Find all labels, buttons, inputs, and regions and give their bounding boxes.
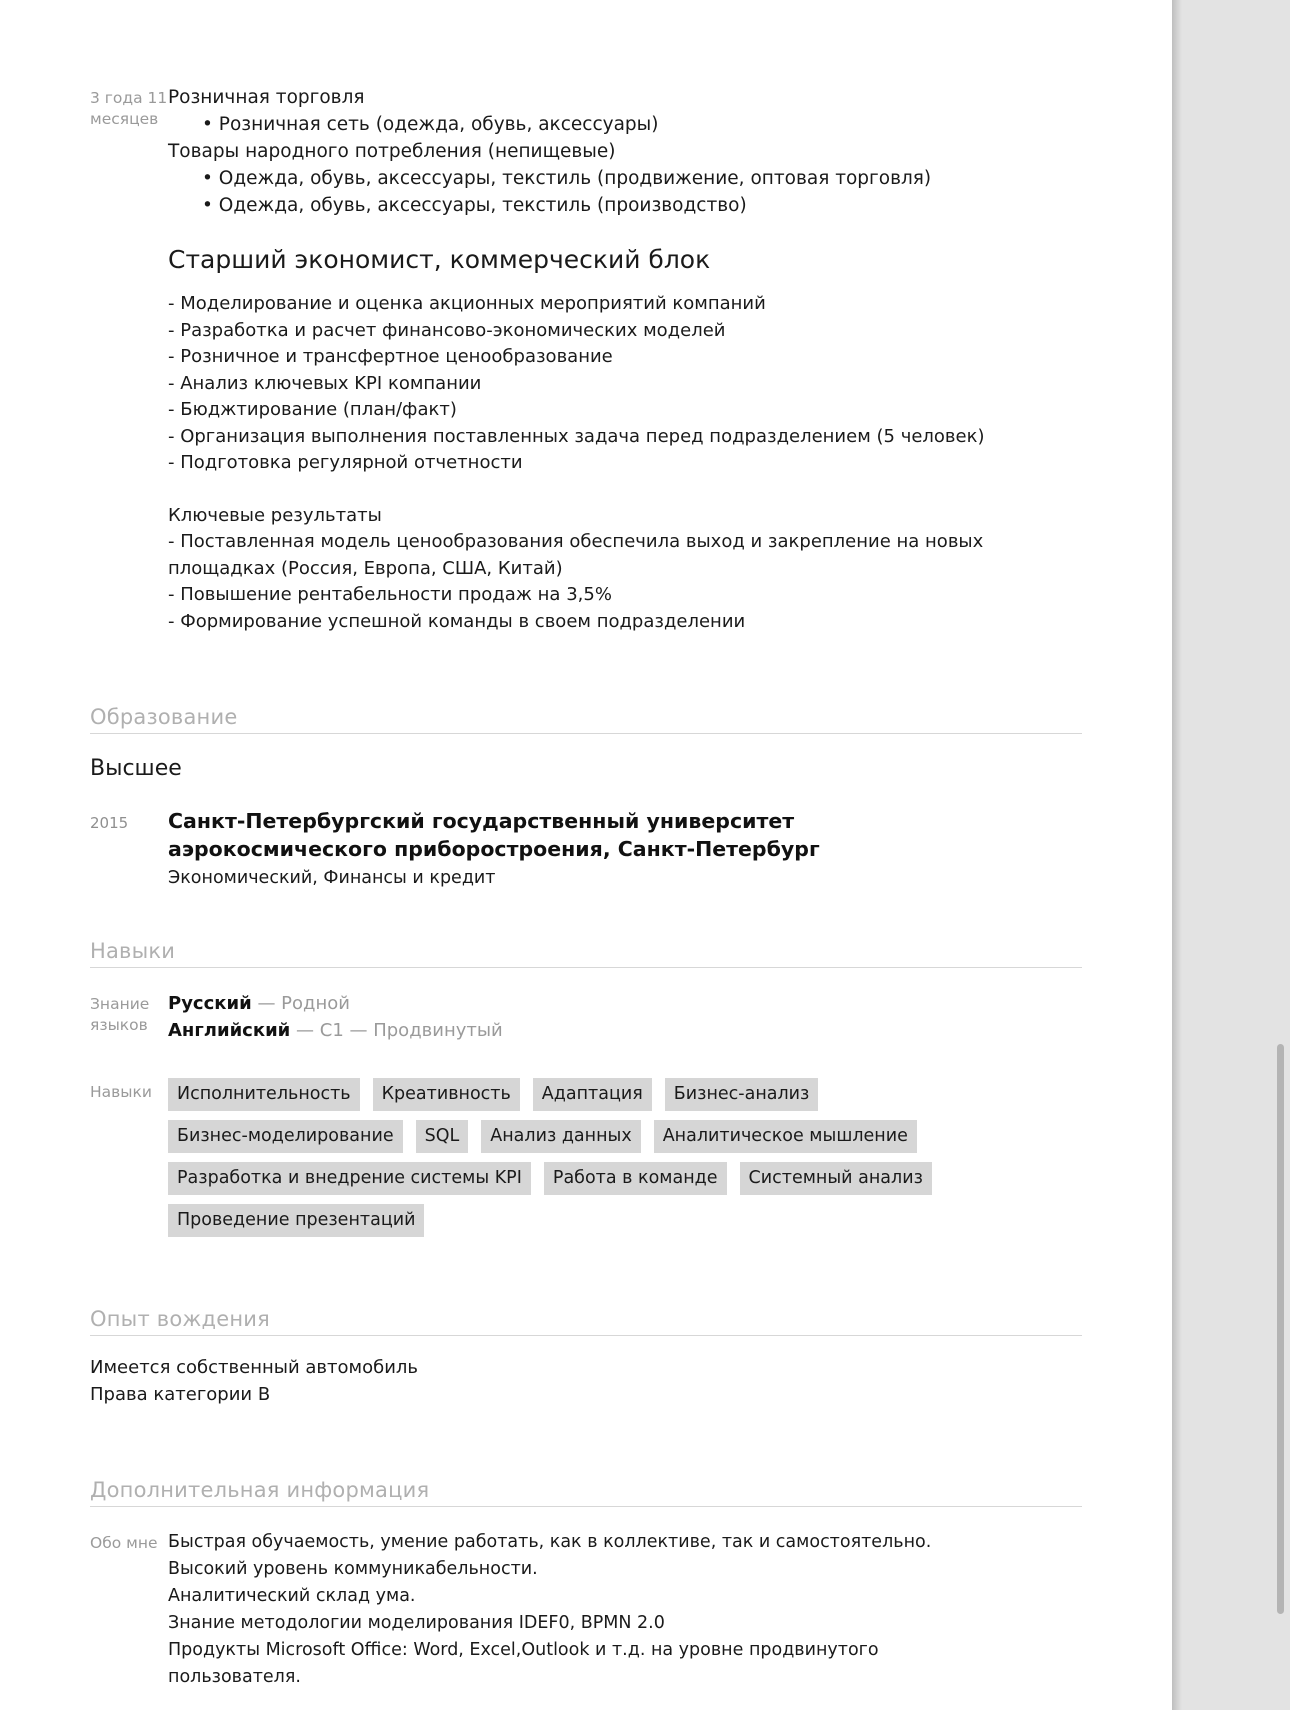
languages-body xyxy=(168,990,1172,1044)
additional-section xyxy=(0,1478,1172,1507)
language-item xyxy=(168,990,1082,1017)
scrollbar-track[interactable] xyxy=(1278,0,1287,1710)
skill-tag[interactable]: Системный анализ xyxy=(740,1162,932,1195)
key-results-heading: Ключевые результаты xyxy=(168,504,382,526)
industry-line: Товары народного потребления (непищевые) xyxy=(168,141,616,162)
education-faculty: Экономический, Финансы и кредит xyxy=(168,868,496,888)
skill-tags-body xyxy=(168,1078,1172,1237)
skill-tag[interactable]: Разработка и внедрение системы KPI xyxy=(168,1162,531,1195)
language-level: — C1 — Продвинутый xyxy=(296,1020,503,1041)
experience-body xyxy=(168,84,1172,635)
industry-line: • Одежда, обувь, аксессуары, текстиль (производство) xyxy=(202,195,747,216)
spacer xyxy=(0,635,1172,705)
skill-tag[interactable]: Работа в команде xyxy=(544,1162,727,1195)
duty-item: - Подготовка регулярной отчетности xyxy=(168,452,523,473)
about-line: Быстрая обучаемость, умение работать, как в коллективе, так и самостоятельно. Высокий уровень коммуникабельности. xyxy=(168,1532,932,1579)
job-title: Старший экономист, коммерческий блок xyxy=(168,245,711,274)
section-title-driving: Опыт вождения xyxy=(90,1307,1082,1336)
language-name: Английский xyxy=(168,1020,291,1041)
section-title-education: Образование xyxy=(90,705,1082,734)
skill-tag[interactable]: Бизнес-моделирование xyxy=(168,1120,403,1153)
skill-tag[interactable]: Бизнес-анализ xyxy=(665,1078,819,1111)
about-line: Знание методологии моделирования IDEF0, BPMN 2.0 xyxy=(168,1613,665,1633)
key-result-item: - Формирование успешной команды в своем подразделении xyxy=(168,610,746,632)
industry-line: Розничная торговля xyxy=(168,87,365,108)
duties-list xyxy=(168,291,1082,477)
section-title-additional: Дополнительная информация xyxy=(90,1478,1082,1507)
spacer xyxy=(0,968,1172,990)
about-row xyxy=(0,1529,1172,1691)
skill-tag-list xyxy=(168,1078,968,1237)
skill-tag[interactable]: Адаптация xyxy=(533,1078,652,1111)
key-result-item: - Поставленная модель ценообразования обеспечила выход и закрепление на новых площадках (Россия, Европа, США, Китай) xyxy=(168,531,984,579)
key-results xyxy=(168,503,1082,636)
skills-section xyxy=(0,939,1172,968)
driving-line: Права категории B xyxy=(90,1384,271,1405)
skill-tag[interactable]: SQL xyxy=(416,1120,469,1153)
duty-item: - Розничное и трансфертное ценообразование xyxy=(168,346,613,367)
about-body xyxy=(168,1529,1172,1691)
education-level: Высшее xyxy=(90,756,182,781)
education-entry xyxy=(0,781,1172,891)
skill-tag[interactable]: Анализ данных xyxy=(481,1120,640,1153)
duty-item: - Разработка и расчет финансово-экономических моделей xyxy=(168,319,726,341)
duty-item: - Анализ ключевых KPI компании xyxy=(168,372,482,394)
education-entry-body xyxy=(168,807,1172,891)
scrollbar-thumb[interactable] xyxy=(1277,1044,1284,1614)
about-label: Обо мне xyxy=(90,1534,158,1552)
language-level: — Родной xyxy=(257,993,350,1014)
skills-label: Навыки xyxy=(90,1083,152,1101)
language-item xyxy=(168,1017,1082,1044)
section-title-skills: Навыки xyxy=(90,939,1082,968)
spacer xyxy=(0,1507,1172,1529)
skill-tag[interactable]: Аналитическое мышление xyxy=(654,1120,917,1153)
education-institution-line1: Санкт-Петербургский государственный университет xyxy=(168,809,795,833)
duty-item: - Моделирование и оценка акционных мероприятий компаний xyxy=(168,293,766,314)
experience-duration: 3 года 11 месяцев xyxy=(90,89,168,128)
duties-results-spacer xyxy=(168,477,1082,503)
spacer xyxy=(0,1044,1172,1078)
spacer xyxy=(0,1408,1172,1478)
industry-line: • Розничная сеть (одежда, обувь, аксессуары) xyxy=(202,114,659,135)
about-line: Продукты Microsoft Office: Word, Excel,Outlook и т.д. на уровне продвинутого пользователя. xyxy=(168,1640,879,1687)
duty-item: - Организация выполнения поставленных задача перед подразделением (5 человек) xyxy=(168,425,985,447)
spacer xyxy=(0,1336,1172,1354)
languages-label: Знание языков xyxy=(90,995,150,1034)
skill-tags-row xyxy=(0,1078,1172,1237)
skill-tag[interactable]: Исполнительность xyxy=(168,1078,360,1111)
skill-tag[interactable]: Проведение презентаций xyxy=(168,1204,424,1237)
skill-tag[interactable]: Креативность xyxy=(373,1078,520,1111)
language-name: Русский xyxy=(168,993,252,1014)
languages-row xyxy=(0,990,1172,1044)
industry-list xyxy=(168,84,1082,219)
spacer xyxy=(0,891,1172,939)
key-result-item: - Повышение рентабельности продаж на 3,5% xyxy=(168,584,612,605)
industry-line: • Одежда, обувь, аксессуары, текстиль (продвижение, оптовая торговля) xyxy=(202,168,932,189)
driving-line: Имеется собственный автомобиль xyxy=(90,1357,419,1378)
driving-section xyxy=(0,1307,1172,1336)
page-edge-shadow xyxy=(1172,0,1182,1710)
education-institution-line2: аэрокосмического приборостроения, Санкт-Петербург xyxy=(168,837,820,861)
experience-block xyxy=(0,0,1172,635)
education-section xyxy=(0,705,1172,734)
duty-item: - Бюджтирование (план/факт) xyxy=(168,399,457,420)
education-year: 2015 xyxy=(90,814,129,832)
about-line: Аналитический склад ума. xyxy=(168,1586,416,1606)
spacer xyxy=(0,1237,1172,1307)
